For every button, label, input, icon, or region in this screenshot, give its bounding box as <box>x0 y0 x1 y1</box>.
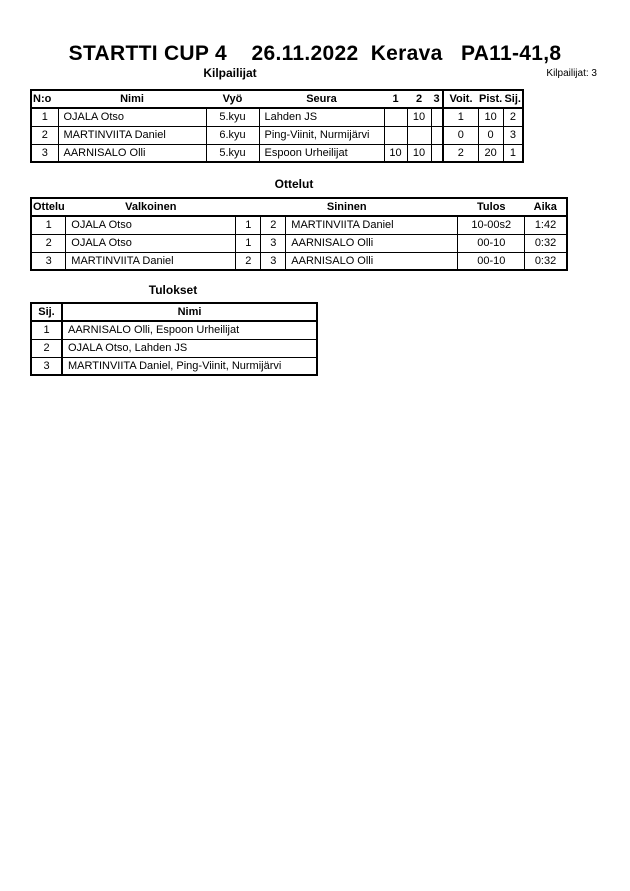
col-header-aika: Aika <box>525 198 567 216</box>
cell-name-club: MARTINVIITA Daniel, Ping-Viinit, Nurmijärvi <box>62 357 317 375</box>
cell-seura: Lahden JS <box>259 108 384 126</box>
cell-white-no: 2 <box>236 252 261 270</box>
cell-blue-name: AARNISALO Olli <box>286 252 458 270</box>
col-header-pist: Pist. <box>478 90 503 108</box>
col-header-vyo: Vyö <box>206 90 259 108</box>
col-header-round3: 3 <box>431 90 443 108</box>
cell-round2 <box>407 126 431 144</box>
results-header-row <box>31 303 317 321</box>
cell-result: 00-10 <box>458 252 525 270</box>
cell-sij: 2 <box>503 108 523 126</box>
cell-blue-no: 3 <box>261 234 286 252</box>
cell-round3 <box>431 126 443 144</box>
cell-sij: 1 <box>503 144 523 162</box>
col-header-no: N:o <box>31 90 58 108</box>
col-header-nimi: Nimi <box>62 303 317 321</box>
cell-voit: 2 <box>443 144 478 162</box>
cell-voit: 0 <box>443 126 478 144</box>
col-header-nimi: Nimi <box>58 90 206 108</box>
competitor-count-label: Kilpailijat: 3 <box>546 68 597 79</box>
cell-vyo: 6.kyu <box>206 126 259 144</box>
cell-pist: 10 <box>478 108 503 126</box>
cell-pist: 0 <box>478 126 503 144</box>
cell-round3 <box>431 108 443 126</box>
col-header-tulos: Tulos <box>458 198 525 216</box>
page-title: STARTTI CUP 4 26.11.2022 Kerava PA11-41,8 <box>68 42 562 65</box>
competitors-header-row <box>31 90 523 108</box>
cell-time: 0:32 <box>525 234 567 252</box>
cell-round3 <box>431 144 443 162</box>
cell-round2: 10 <box>407 108 431 126</box>
cell-place: 1 <box>31 321 62 339</box>
section-heading-ottelut: Ottelut <box>274 177 314 191</box>
cell-nimi: MARTINVIITA Daniel <box>58 126 206 144</box>
cell-pist: 20 <box>478 144 503 162</box>
match-row <box>31 252 567 270</box>
cell-vyo: 5.kyu <box>206 144 259 162</box>
cell-no: 1 <box>31 108 58 126</box>
cell-round2: 10 <box>407 144 431 162</box>
col-header-round2: 2 <box>407 90 431 108</box>
cell-match-no: 1 <box>31 216 66 234</box>
final-results-table <box>30 302 318 376</box>
cell-seura: Ping-Viinit, Nurmijärvi <box>259 126 384 144</box>
cell-name-club: OJALA Otso, Lahden JS <box>62 339 317 357</box>
cell-match-no: 2 <box>31 234 66 252</box>
cell-result: 00-10 <box>458 234 525 252</box>
cell-sij: 3 <box>503 126 523 144</box>
result-row <box>31 339 317 357</box>
competitor-row <box>31 108 523 126</box>
cell-match-no: 3 <box>31 252 66 270</box>
col-header-voit: Voit. <box>443 90 478 108</box>
competitors-table <box>30 89 524 163</box>
cell-nimi: OJALA Otso <box>58 108 206 126</box>
cell-white-name: OJALA Otso <box>66 234 236 252</box>
col-header-seura: Seura <box>259 90 384 108</box>
cell-no: 3 <box>31 144 58 162</box>
cell-white-no: 1 <box>236 234 261 252</box>
cell-blue-no: 3 <box>261 252 286 270</box>
col-header-ottelu: Ottelu <box>31 198 66 216</box>
competitor-row <box>31 144 523 162</box>
col-header-sij: Sij. <box>503 90 523 108</box>
cell-blue-name: MARTINVIITA Daniel <box>286 216 458 234</box>
cell-round1 <box>384 126 407 144</box>
cell-time: 1:42 <box>525 216 567 234</box>
col-header-valkoinen: Valkoinen <box>66 198 236 216</box>
match-row <box>31 234 567 252</box>
cell-seura: Espoon Urheilijat <box>259 144 384 162</box>
cell-vyo: 5.kyu <box>206 108 259 126</box>
matches-header-row <box>31 198 567 216</box>
competitor-row <box>31 126 523 144</box>
cell-no: 2 <box>31 126 58 144</box>
section-heading-kilpailijat: Kilpailijat <box>203 66 257 80</box>
cell-name-club: AARNISALO Olli, Espoon Urheilijat <box>62 321 317 339</box>
col-header-sij: Sij. <box>31 303 62 321</box>
match-row <box>31 216 567 234</box>
cell-round1 <box>384 108 407 126</box>
col-header-round1: 1 <box>384 90 407 108</box>
cell-blue-no: 2 <box>261 216 286 234</box>
cell-result: 10-00s2 <box>458 216 525 234</box>
cell-white-no: 1 <box>236 216 261 234</box>
section-heading-tulokset: Tulokset <box>148 283 198 297</box>
col-header-sininen: Sininen <box>236 198 458 216</box>
result-row <box>31 321 317 339</box>
cell-round1: 10 <box>384 144 407 162</box>
result-row <box>31 357 317 375</box>
cell-nimi: AARNISALO Olli <box>58 144 206 162</box>
cell-blue-name: AARNISALO Olli <box>286 234 458 252</box>
cell-place: 3 <box>31 357 62 375</box>
cell-place: 2 <box>31 339 62 357</box>
cell-white-name: MARTINVIITA Daniel <box>66 252 236 270</box>
matches-table <box>30 197 568 271</box>
cell-voit: 1 <box>443 108 478 126</box>
cell-time: 0:32 <box>525 252 567 270</box>
cell-white-name: OJALA Otso <box>66 216 236 234</box>
